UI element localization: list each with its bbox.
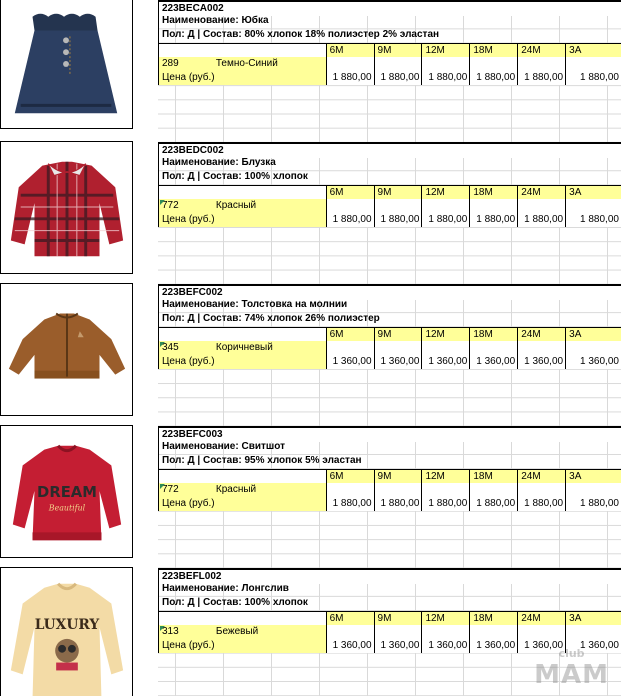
note-marker-icon	[160, 342, 165, 347]
size-header-cell[interactable]: 6M	[326, 328, 374, 342]
size-header-cell[interactable]: 3A	[565, 44, 621, 58]
price-cell[interactable]: 1 360,00	[469, 639, 517, 653]
product-name-cell[interactable]: Наименование: Свитшот	[162, 441, 285, 453]
sku-row[interactable]	[158, 142, 621, 156]
price-row[interactable]	[158, 213, 621, 227]
price-cell[interactable]: 1 880,00	[374, 497, 422, 511]
sku-cell[interactable]: 223BEFC003	[159, 428, 621, 442]
size-header-row[interactable]	[158, 327, 621, 341]
color-row[interactable]	[158, 199, 621, 213]
price-cell[interactable]: 1 360,00	[421, 355, 469, 369]
price-cell[interactable]: 1 880,00	[326, 213, 374, 227]
price-cell[interactable]: 1 880,00	[565, 213, 621, 227]
empty-cell[interactable]	[469, 57, 517, 71]
composition-row[interactable]	[158, 170, 621, 184]
color-row[interactable]	[158, 341, 621, 355]
color-name-cell[interactable]: Коричневый	[213, 341, 326, 355]
empty-cell[interactable]	[374, 625, 422, 639]
price-label-cell[interactable]: Цена (руб.)	[159, 497, 326, 511]
size-header-cell[interactable]: 18M	[469, 470, 517, 484]
size-header-row[interactable]	[158, 469, 621, 483]
composition-row[interactable]	[158, 454, 621, 468]
color-name-cell[interactable]: Красный	[213, 199, 326, 213]
empty-cell[interactable]	[565, 199, 621, 213]
empty-cell[interactable]	[421, 341, 469, 355]
svg-text:DREAM: DREAM	[37, 483, 97, 501]
blank-cell[interactable]	[159, 44, 326, 58]
price-cell[interactable]: 1 880,00	[469, 497, 517, 511]
empty-cell[interactable]	[469, 199, 517, 213]
empty-cell[interactable]	[374, 341, 422, 355]
empty-cell[interactable]	[469, 341, 517, 355]
empty-cell[interactable]	[374, 199, 422, 213]
size-header-cell[interactable]: 18M	[469, 612, 517, 626]
price-cell[interactable]: 1 360,00	[374, 639, 422, 653]
composition-cell[interactable]: Пол: Д | Состав: 95% хлопок 5% эластан	[162, 455, 362, 467]
price-cell[interactable]: 1 360,00	[517, 355, 565, 369]
blank-cell[interactable]	[159, 186, 326, 200]
color-code-cell[interactable]: 313	[159, 625, 213, 639]
price-row[interactable]	[158, 71, 621, 85]
name-row[interactable]	[158, 298, 621, 312]
sku-row[interactable]	[158, 426, 621, 440]
plaid-blouse-icon[interactable]	[0, 141, 133, 274]
empty-cell[interactable]	[326, 625, 374, 639]
empty-cell[interactable]	[421, 199, 469, 213]
size-header-cell[interactable]: 9M	[374, 44, 422, 58]
product-name-cell[interactable]: Наименование: Лонгслив	[162, 583, 289, 595]
empty-cell[interactable]	[517, 199, 565, 213]
size-header-cell[interactable]: 3A	[565, 470, 621, 484]
size-header-cell[interactable]: 12M	[421, 328, 469, 342]
price-cell[interactable]: 1 880,00	[326, 71, 374, 85]
product-name-cell[interactable]: Наименование: Блузка	[162, 157, 276, 169]
empty-cell[interactable]	[326, 57, 374, 71]
empty-cell[interactable]	[326, 199, 374, 213]
size-header-cell[interactable]: 24M	[517, 470, 565, 484]
empty-cell[interactable]	[374, 483, 422, 497]
color-code-cell[interactable]: 289	[159, 57, 213, 71]
price-row[interactable]	[158, 355, 621, 369]
empty-cell[interactable]	[565, 341, 621, 355]
empty-cell[interactable]	[421, 483, 469, 497]
color-row[interactable]	[158, 625, 621, 639]
size-header-cell[interactable]: 3A	[565, 328, 621, 342]
size-header-cell[interactable]: 6M	[326, 186, 374, 200]
product-name-cell[interactable]: Наименование: Юбка	[162, 15, 269, 27]
product-block	[158, 0, 621, 85]
sku-cell[interactable]: 223BEDC002	[159, 144, 621, 158]
empty-cell[interactable]	[517, 483, 565, 497]
price-cell[interactable]: 1 880,00	[374, 71, 422, 85]
size-header-cell[interactable]: 18M	[469, 186, 517, 200]
size-header-cell[interactable]: 6M	[326, 44, 374, 58]
empty-cell[interactable]	[374, 57, 422, 71]
watermark-line2: МАМ	[534, 660, 609, 690]
note-marker-icon	[160, 484, 165, 489]
svg-text:Beautiful: Beautiful	[48, 503, 86, 513]
size-header-row[interactable]	[158, 43, 621, 57]
price-cell[interactable]: 1 880,00	[374, 213, 422, 227]
size-header-cell[interactable]: 18M	[469, 328, 517, 342]
size-header-cell[interactable]: 24M	[517, 44, 565, 58]
product-block	[158, 568, 621, 653]
price-label-cell[interactable]: Цена (руб.)	[159, 71, 326, 85]
color-row[interactable]	[158, 483, 621, 497]
denim-skirt-icon[interactable]	[0, 0, 133, 129]
price-cell[interactable]: 1 360,00	[565, 355, 621, 369]
color-name-cell[interactable]: Темно-Синий	[213, 57, 326, 71]
zip-jacket-icon[interactable]	[0, 283, 133, 416]
size-header-cell[interactable]: 24M	[517, 186, 565, 200]
size-header-cell[interactable]: 12M	[421, 186, 469, 200]
empty-cell[interactable]	[326, 483, 374, 497]
name-row[interactable]	[158, 582, 621, 596]
composition-cell[interactable]: Пол: Д | Состав: 100% хлопок	[162, 597, 308, 609]
name-row[interactable]	[158, 440, 621, 454]
price-cell[interactable]: 1 880,00	[517, 71, 565, 85]
price-cell[interactable]: 1 880,00	[469, 213, 517, 227]
price-cell[interactable]: 1 880,00	[421, 71, 469, 85]
note-marker-icon	[160, 626, 165, 631]
color-code-cell[interactable]: 345	[159, 341, 213, 355]
size-header-cell[interactable]: 3A	[565, 612, 621, 626]
product-block	[158, 284, 621, 369]
price-cell[interactable]: 1 360,00	[374, 355, 422, 369]
sku-cell[interactable]: 223BEFC002	[159, 286, 621, 300]
size-header-cell[interactable]: 9M	[374, 186, 422, 200]
empty-cell[interactable]	[517, 57, 565, 71]
price-cell[interactable]: 1 360,00	[565, 639, 621, 653]
color-name-cell[interactable]: Бежевый	[213, 625, 326, 639]
composition-cell[interactable]: Пол: Д | Состав: 74% хлопок 26% полиэстер	[162, 313, 380, 325]
note-marker-icon	[160, 200, 165, 205]
price-cell[interactable]: 1 880,00	[326, 497, 374, 511]
product-name-cell[interactable]: Наименование: Толстовка на молнии	[162, 299, 348, 311]
empty-cell[interactable]	[565, 625, 621, 639]
price-cell[interactable]: 1 880,00	[565, 497, 621, 511]
color-row[interactable]	[158, 57, 621, 71]
composition-row[interactable]	[158, 28, 621, 42]
size-header-cell[interactable]: 12M	[421, 470, 469, 484]
blank-cell[interactable]	[159, 470, 326, 484]
price-cell[interactable]: 1 360,00	[326, 639, 374, 653]
price-cell[interactable]: 1 360,00	[326, 355, 374, 369]
price-cell[interactable]: 1 880,00	[517, 497, 565, 511]
name-row[interactable]	[158, 156, 621, 170]
size-header-cell[interactable]: 18M	[469, 44, 517, 58]
svg-text:LUXURY: LUXURY	[34, 617, 100, 634]
color-code-cell[interactable]: 772	[159, 199, 213, 213]
product-block	[158, 426, 621, 511]
product-block	[158, 142, 621, 227]
blank-cell[interactable]	[159, 612, 326, 626]
blank-cell[interactable]	[159, 328, 326, 342]
size-header-cell[interactable]: 24M	[517, 612, 565, 626]
empty-cell[interactable]	[421, 57, 469, 71]
size-header-cell[interactable]: 24M	[517, 328, 565, 342]
size-header-cell[interactable]: 3A	[565, 186, 621, 200]
empty-cell[interactable]	[469, 625, 517, 639]
empty-cell[interactable]	[421, 625, 469, 639]
size-header-row[interactable]	[158, 185, 621, 199]
size-header-row[interactable]	[158, 611, 621, 625]
price-cell[interactable]: 1 880,00	[421, 497, 469, 511]
composition-row[interactable]	[158, 312, 621, 326]
price-cell[interactable]: 1 360,00	[421, 639, 469, 653]
size-header-cell[interactable]: 9M	[374, 470, 422, 484]
size-header-cell[interactable]: 9M	[374, 328, 422, 342]
price-cell[interactable]: 1 880,00	[469, 71, 517, 85]
size-header-cell[interactable]: 9M	[374, 612, 422, 626]
empty-cell[interactable]	[517, 625, 565, 639]
empty-cell[interactable]	[469, 483, 517, 497]
size-header-cell[interactable]: 12M	[421, 612, 469, 626]
longsleeve-icon[interactable]	[0, 567, 133, 696]
sku-row[interactable]	[158, 568, 621, 582]
size-header-cell[interactable]: 6M	[326, 612, 374, 626]
size-header-cell[interactable]: 12M	[421, 44, 469, 58]
empty-cell[interactable]	[326, 341, 374, 355]
empty-cell[interactable]	[565, 57, 621, 71]
empty-cell[interactable]	[565, 483, 621, 497]
price-label-cell[interactable]: Цена (руб.)	[159, 213, 326, 227]
composition-cell[interactable]: Пол: Д | Состав: 100% хлопок	[162, 171, 308, 183]
sku-row[interactable]	[158, 284, 621, 298]
color-name-cell[interactable]: Красный	[213, 483, 326, 497]
color-code-cell[interactable]: 772	[159, 483, 213, 497]
name-row[interactable]	[158, 14, 621, 28]
sweatshirt-icon[interactable]	[0, 425, 133, 558]
price-label-cell[interactable]: Цена (руб.)	[159, 639, 326, 653]
price-cell[interactable]: 1 880,00	[565, 71, 621, 85]
sku-cell[interactable]: 223BECA002	[159, 2, 621, 16]
sku-cell[interactable]: 223BEFL002	[159, 570, 621, 584]
price-row[interactable]	[158, 497, 621, 511]
composition-cell[interactable]: Пол: Д | Состав: 80% хлопок 18% полиэстер 2% эластан	[162, 29, 440, 41]
price-cell[interactable]: 1 880,00	[517, 213, 565, 227]
size-header-cell[interactable]: 6M	[326, 470, 374, 484]
club-mam-watermark	[534, 647, 609, 690]
price-cell[interactable]: 1 360,00	[517, 639, 565, 653]
composition-row[interactable]	[158, 596, 621, 610]
watermark-line1: club	[558, 647, 585, 660]
price-label-cell[interactable]: Цена (руб.)	[159, 355, 326, 369]
price-cell[interactable]: 1 360,00	[469, 355, 517, 369]
empty-cell[interactable]	[517, 341, 565, 355]
price-cell[interactable]: 1 880,00	[421, 213, 469, 227]
sku-row[interactable]	[158, 0, 621, 14]
